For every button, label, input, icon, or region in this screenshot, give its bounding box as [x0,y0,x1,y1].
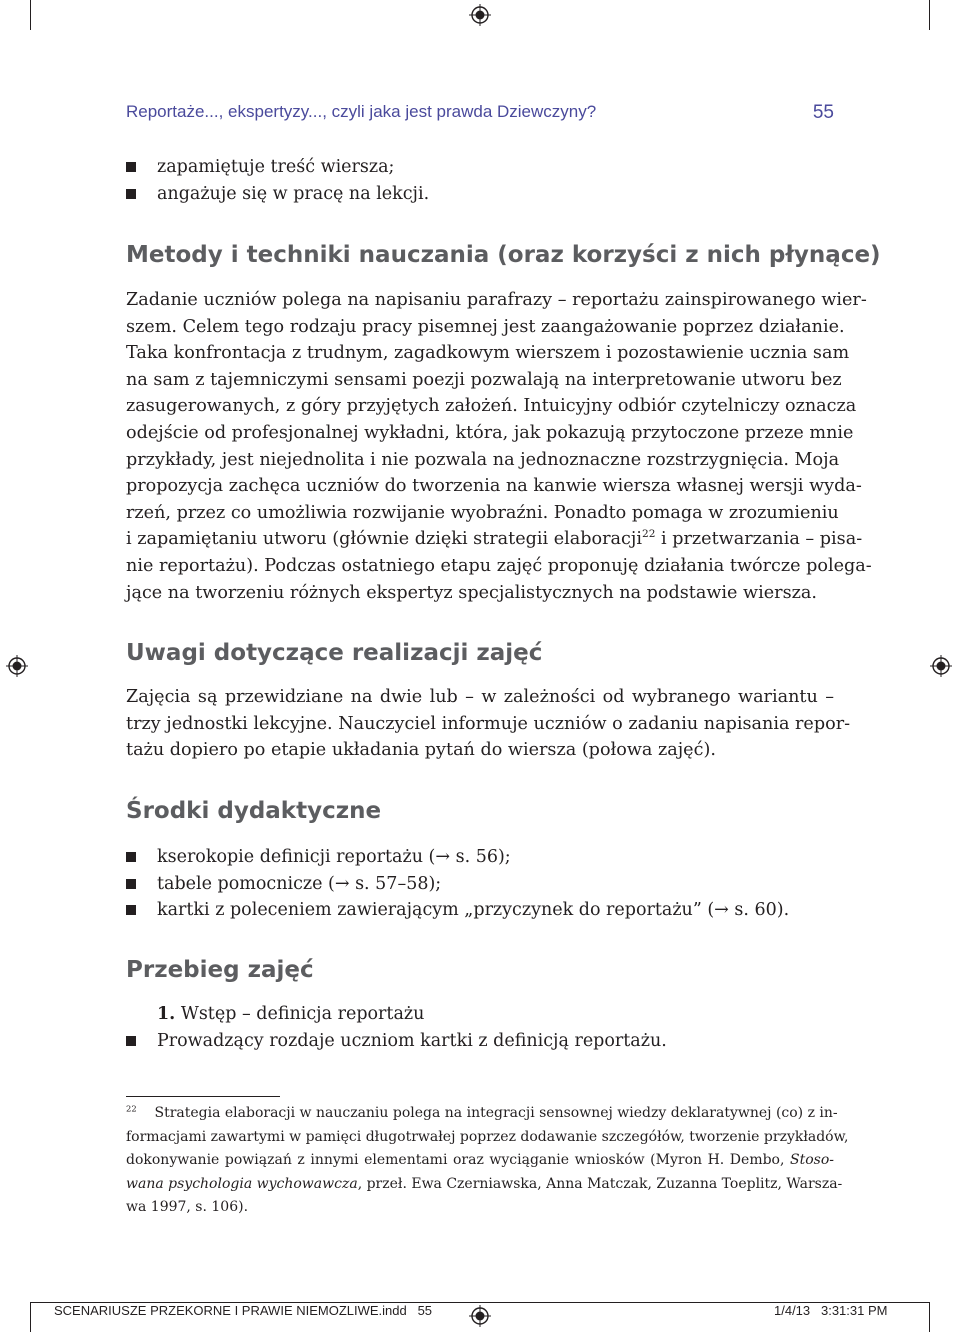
notes-paragraph: Zajęcia są przewidziane na dwie lub – w zależności od wybranego wariantu – trzy jednostki lekcyjne. Nauczyciel informuje uczniów o zadaniu napisania repor- tażu dopiero po etapie układania pytań do wiersza (połowa zajęć). [126,687,851,761]
slug-file-info: SCENARIUSZE PRZEKORNE I PRAWIE NIEMOZLIWE.indd 55 [54,1303,433,1318]
footnote-number: 22 [126,1103,137,1114]
step-number: 1. [157,1004,176,1024]
section-heading-materials: Środki dydaktyczne [126,798,382,824]
crop-mark-top-right [929,0,930,30]
crosshair-registration-icon [930,655,952,677]
crosshair-registration-icon [6,655,28,677]
slug-date-info: 1/4/13 3:31:31 PM [774,1303,888,1318]
section-heading-methods: Metody i techniki nauczania (oraz korzyści z nich płynące) [126,242,881,268]
black-square-bullet-icon [126,1036,136,1046]
step-title: Wstęp – definicja reportażu [175,1004,425,1024]
methods-paragraph: Zadanie uczniów polega na napisaniu parafrazy – reportażu zainspirowanego wier- szem. Celem tego rodzaju pracy pisemnej jest zaangażowanie poprzez działanie. Taka konfrontacja z trudnym, zagadkowym wierszem i pozostawienie ucznia sam na sam z tajemniczymi sensami poezji pozwalają na interpretowanie utworu bez zasugerowanych, z góry przyjętych założeń. Intuicyjny odbiór czytelniczy oznacza odejście od profesjonalnej wykładni, która, jak pokazują przytoczone przeze mnie przykłady, jest niejednolita i nie pozwala na jednoznaczne rozstrzygnięcia. Moja propozycja zachęca uczniów do tworzenia na kanwie wiersza własnej wersji wyda- rzeń, przez co umożliwia rozwijanie wyobraźni. Ponadto pomaga w zrozumieniu i zapamiętaniu utworu (głównie dzięki strategii elaboracji$^{22}$ i przetwarzania – pisa- nie reportażu). Podczas ostatniego etapu zajęć proponuję działania twórcze polega- jące na tworzeniu różnych ekspertyz specjalistycznych na podstawie wiersza. [126,290,872,603]
crop-mark-bottom-right [929,1302,930,1332]
running-header-title: Reportaże..., ekspertyzy..., czyli jaka jest prawda Dziewczyny? [126,102,597,121]
footnote-divider [126,1096,280,1097]
black-square-bullet-icon [126,905,136,915]
footnote: $^{22}$ Strategia elaboracji w nauczaniu polega na integracji sensownej wiedzy deklaratywnej (co) z in- formacjami zawartymi w pamięci długotrwałej poprzez dodawanie szczegółów, tworzenie przykładów, dokonywanie powiązań z innymi elementami oraz wyciąganie wniosków (Myron H. Dembo, Stoso- wana psychologia wychowawcza, przeł. Ewa Czerniawska, Anna Matczak, Zuzanna Toeplitz, Warsza- wa 1997, s. 106). [126,1103,849,1215]
crosshair-registration-icon [469,1305,491,1327]
section-heading-notes: Uwagi dotyczące realizacji zajęć [126,640,543,666]
crosshair-registration-icon [469,4,491,26]
line-with-footnote: i zapamiętaniu utworu (głównie dzięki strategii elaboracji$^{22}$ i przetwarzania – pisa- [126,528,863,550]
black-square-bullet-icon [126,879,136,889]
running-header [126,102,834,132]
section-heading-course: Przebieg zajęć [126,957,314,983]
crop-mark-top-left [30,0,31,30]
black-square-bullet-icon [126,162,136,172]
footnote-reference: 22 [641,528,656,541]
crop-mark-bottom-left [30,1302,31,1332]
page-number: 55 [812,102,834,123]
black-square-bullet-icon [126,852,136,862]
black-square-bullet-icon [126,189,136,199]
